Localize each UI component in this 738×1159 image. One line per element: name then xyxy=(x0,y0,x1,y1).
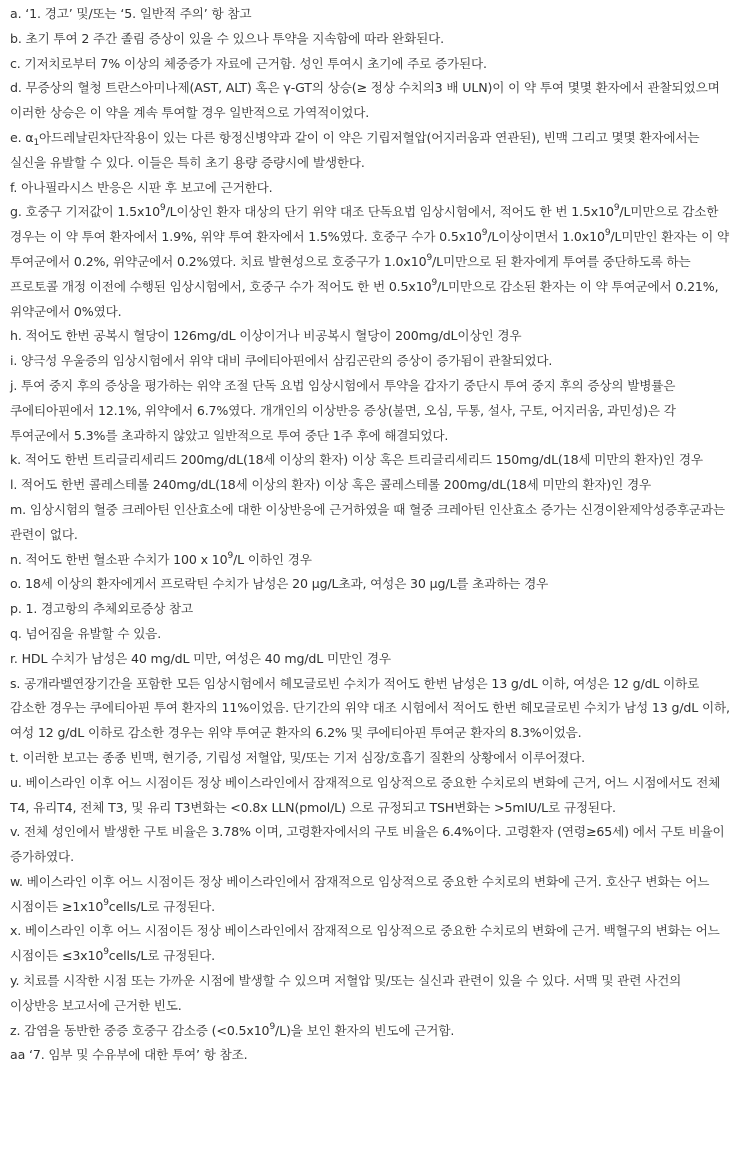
footnote-t: t. 이러한 보고는 종종 빈맥, 현기증, 기립성 저혈압, 및/또는 기저 심장/호흡기 질환의 상황에서 이루어졌다. xyxy=(10,749,585,765)
footnote-s: s. 공개라벨연장기간을 포함한 모든 임상시험에서 헤모글로빈 수치가 적어도 한번 남성은 13 g/dL 이하, 여성은 12 g/dL 이하로 감소한 경우는 쿠에티아핀 투여 환자의 11%이었음. 단기간의 위약 대조 시험에서 적어도 한번 헤모글로빈 수치가 남성 13 g/dL 이하, 여성 12 g/dL 이하로 감소한 경우는 위약 투여군 환자의 6.2% 및 쿠에티아핀 투여군 환자의 8.3%이었음. xyxy=(10,675,730,741)
footnote-y: y. 치료를 시작한 시점 또는 가까운 시점에 발생할 수 있으며 저혈압 및/또는 실신과 관련이 있을 수 있다. 서맥 및 관련 사건의 이상반응 보고서에 근거한 빈도. xyxy=(10,973,682,1013)
footnote-l: l. 적어도 한번 콜레스테롤 240mg/dL(18세 이상의 환자) 이상 혹은 콜레스테롤 200mg/dL(18세 미만의 환자)인 경우 xyxy=(10,477,652,493)
superscript: 9 xyxy=(604,228,611,239)
footnote-j: j. 투여 중지 후의 증상을 평가하는 위약 조절 단독 요법 임상시험에서 투약을 갑자기 중단시 투여 중지 후의 증상의 발병률은 쿠에티아핀에서 12.1%, 위약에서 6.7%였다. 개개인의 이상반응 증상(불면, 오심, 두통, 설사, 구토, 어지러움, 과민성)은 각 투여군에서 5.3%를 초과하지 않았고 일반적으로 투여 중단 1주 후에 해결되었다. xyxy=(10,377,676,443)
footnote-r: r. HDL 수치가 남성은 40 mg/dL 미만, 여성은 40 mg/dL 미만인 경우 xyxy=(10,650,391,666)
footnote-v: v. 전체 성인에서 발생한 구토 비율은 3.78% 이며, 고령환자에서의 구토 비율은 6.4%이다. 고령환자 (연령≥65세) 에서 구토 비율이 증가하였다. xyxy=(10,824,725,865)
superscript: 9 xyxy=(481,228,488,239)
footnote-x: x. 베이스라인 이후 어느 시점이든 정상 베이스라인에서 잠재적으로 임상적으로 중요한 수치로의 변화에 근거. 백혈구의 변화는 어느 시점이든 $\le 3x10^9cells/L$로 규정된다. xyxy=(10,923,720,964)
footnote-a: a. ‘1. 경고’ 및/또는 ‘5. 일반적 주의’ 항 참고 xyxy=(10,6,252,21)
footnote-q: q. 넘어짐을 유발할 수 있음. xyxy=(10,625,162,641)
superscript: 9 xyxy=(159,203,166,214)
footnote-g: g. 호중구 기저값이 $1.5x10^9/L$이상인 환자 대상의 단기 위약 대조 단독요법 임상시험에서, 적어도 한 번 $1.5x10^9/L$미만으로 감소한 경우는 이 약 투여 환자에서 1.9%, 위약 투여 환자에서 1.5%였다. 호중구 수가 $0.5x10^9/L$이상이면서 $1.0x10^9/L$미만인 환자는 이 약 투여군에서 0.2%, 위약군에서 0.2%였다. 치료 발현성으로 호중구가 $1.0x10^9/L$미만으로 된 환자에게 투여를 중단하도록 하는 프로토콜 개정 이전에 수행된 임상시험에서, 호중구 수가 적어도 한 번 $0.5x10^9/L$미만으로 감소된 환자는 이 약 투여군에서 0.21%, 위약군에서 0%였다. xyxy=(10,203,730,319)
footnote-o: o. 18세 이상의 환자에게서 프로락틴 수치가 남성은 20 µg/L초과, 여성은 30 µg/L를 초과하는 경우 xyxy=(10,576,549,592)
superscript: 9 xyxy=(426,252,433,263)
footnote-h: h. 적어도 한번 공복시 혈당이 126mg/dL 이상이거나 비공복시 혈당이 200mg/dL이상인 경우 xyxy=(10,328,522,344)
footnote-u: u. 베이스라인 이후 어느 시점이든 정상 베이스라인에서 잠재적으로 임상적으로 중요한 수치로의 변화에 근거, 어느 시점에서도 전체 T4, 유리T4, 전체 T3, 및 유리 T3변화는 <0.8x LLN(pmol/L) 으로 규정되고 TSH변화는 >5mIU/L로 규정된다. xyxy=(10,774,721,815)
superscript: 9 xyxy=(431,277,438,288)
subscript: 1 xyxy=(33,137,40,148)
superscript: 9 xyxy=(269,1021,276,1032)
footnote-b: b. 초기 투여 2 주간 졸림 증상이 있을 수 있으나 투약을 지속함에 따라 완화된다. xyxy=(10,30,444,46)
footnote-k: k. 적어도 한번 트리글리세리드 200mg/dL(18세 이상의 환자) 이상 혹은 트리글리세리드 150mg/dL(18세 미만의 환자)인 경우 xyxy=(10,452,703,468)
superscript: 9 xyxy=(227,550,234,561)
footnote-n: n. 적어도 한번 혈소판 수치가 100 x $10^9/L$ 이하인 경우 xyxy=(10,550,312,567)
superscript: 9 xyxy=(613,203,620,214)
footnote-d: d. 무증상의 혈청 트란스아미나제(AST, ALT) 혹은 γ-GT의 상승(≥ 정상 수치의3 배 ULN)이 이 약 투여 몇몇 환자에서 관찰되었으며 이러한 상승은 이 약을 계속 투여할 경우 일반적으로 가역적이었다. xyxy=(10,80,720,121)
footnote-aa: aa ‘7. 임부 및 수유부에 대한 투여’ 항 참조. xyxy=(10,1047,248,1063)
footnote-e: e. $\alpha_1$아드레날린차단작용이 있는 다른 항정신병약과 같이 이 약은 기립저혈압(어지러움과 연관된), 빈맥 그리고 몇몇 환자에서는 실신을 유발할 수 있다. 이들은 특히 초기 용량 증량시에 발생한다. xyxy=(10,129,700,170)
footnote-f: f. 아나필라시스 반응은 시판 후 보고에 근거한다. xyxy=(10,179,273,195)
superscript: 9 xyxy=(103,947,109,958)
footnote-i: i. 양극성 우울증의 임상시험에서 위약 대비 쿠에티아핀에서 삼킴곤란의 증상이 증가됨이 관찰되었다. xyxy=(10,353,553,369)
superscript: 9 xyxy=(103,897,109,908)
footnote-w: w. 베이스라인 이후 어느 시점이든 정상 베이스라인에서 잠재적으로 임상적으로 중요한 수치로의 변화에 근거. 호산구 변화는 어느 시점이든 $\ge 1x10^9cells/L$로 규정된다. xyxy=(10,873,710,914)
footnote-p: p. 1. 경고항의 추체외로증상 참고 xyxy=(10,601,194,617)
footnote-z: z. 감염을 동반한 중증 호중구 감소증 $(<0.5x10^9/L)$을 보인 환자의 빈도에 근거함. xyxy=(10,1021,455,1038)
footnote-m: m. 임상시험의 혈중 크레아틴 인산효소에 대한 이상반응에 근거하였을 때 혈중 크레아틴 인산효소 증가는 신경이완제악성증후군과는 관련이 없다. xyxy=(10,501,725,542)
footnote-c: c. 기저치로부터 7% 이상의 체중증가 자료에 근거함. 성인 투여시 초기에 주로 증가된다. xyxy=(10,55,487,71)
